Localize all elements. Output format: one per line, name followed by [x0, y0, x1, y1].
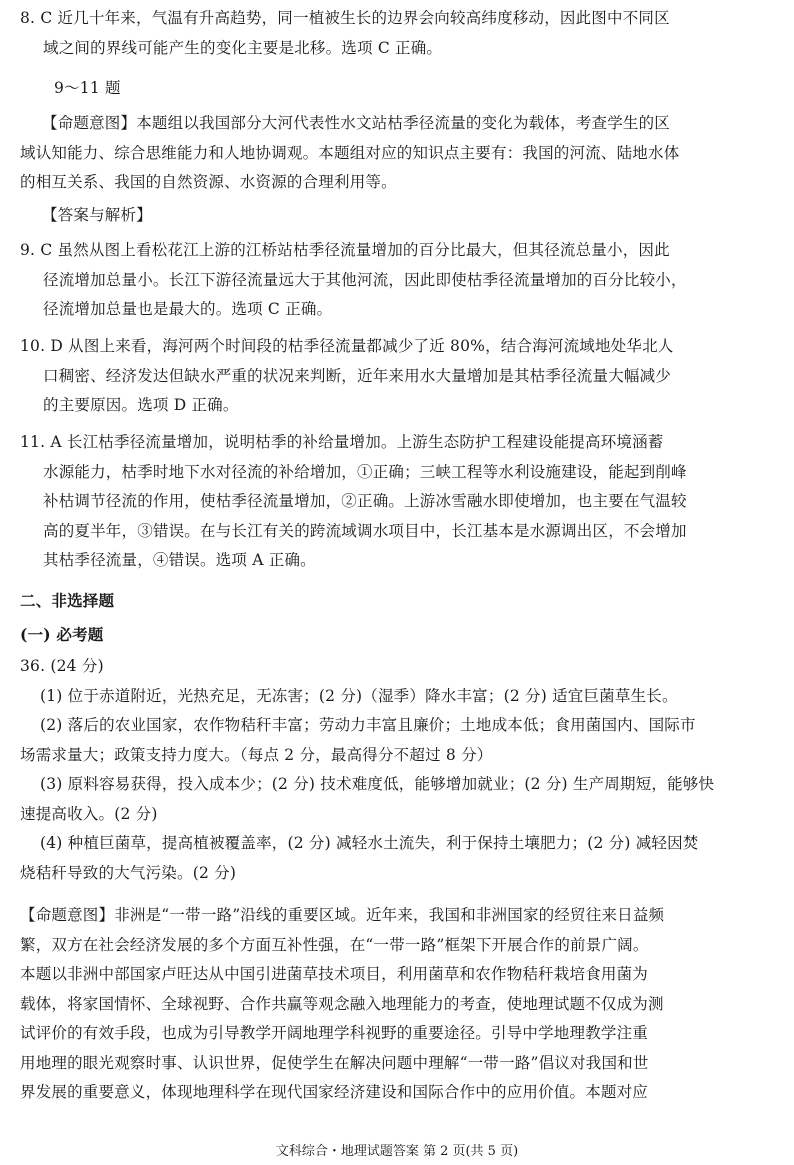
text-line: 速提高收入。(2 分): [20, 804, 158, 823]
text-line: (一) 必考题: [20, 625, 104, 644]
text-line: 用地理的眼光观察时事、认识世界，促使学生在解决问题中理解“一带一路”倡议对我国和世: [20, 1053, 649, 1072]
text-line: 水源能力，枯季时地下水对径流的补给增加，①正确；三峡工程等水利设施建设，能起到削峰: [43, 462, 687, 481]
text-line: 域认知能力、综合思维能力和人地协调观。本题组对应的知识点主要有：我国的河流、陆地水体: [20, 143, 680, 162]
text-line: 10. D 从图上来看，海河两个时间段的枯季径流量都减少了近 80%，结合海河流域地处华北人: [20, 337, 674, 355]
text-line: 的主要原因。选项 D 正确。: [43, 396, 239, 414]
text-line: (3) 原料容易获得，投入成本少；(2 分) 技术难度低，能够增加就业；(2 分) 生产周期短，能够快: [40, 775, 715, 793]
text-line: 【命题意图】非洲是“一带一路”沿线的重要区域。近年来，我国和非洲国家的经贸往来日益频: [20, 906, 665, 924]
answer-q8: [20, 4, 780, 63]
range-heading: [20, 74, 780, 104]
text-line: 口稠密、经济发达但缺水严重的状况来判断，近年来用水大量增加是其枯季径流量大幅减少: [43, 366, 672, 385]
text-line: 36. (24 分): [20, 657, 104, 675]
text-line: (2) 落后的农业国家，农作物秸秆丰富；劳动力丰富且廉价；土地成本低；食用菌国内、国际市: [40, 716, 696, 734]
text-line: 11. A 长江枯季径流量增加，说明枯季的补给量增加。上游生态防护工程建设能提高环境涵蓄: [20, 433, 664, 451]
text-line: 本题以非洲中部国家卢旺达从中国引进菌草技术项目，利用菌草和农作物秸秆栽培食用菌为: [20, 965, 649, 983]
answers-heading: [20, 201, 780, 231]
text-line: 9. C 虽然从图上看松花江上游的江桥站枯季径流量增加的百分比最大，但其径流总量小，因此: [20, 241, 670, 259]
section-heading: [20, 586, 780, 616]
text-line: 场需求量大；政策支持力度大。（每点 2 分，最高得分不超过 8 分）: [20, 745, 493, 764]
text-line: 8. C 近几十年来，气温有升高趋势，同一植被生长的边界会向较高纬度移动，因此图中不同区: [20, 9, 670, 27]
intent-paragraph-1: [20, 109, 780, 198]
text-line: 其枯季径流量，④错误。选项 A 正确。: [43, 551, 316, 569]
text-line: 载体，将家国情怀、全球视野、合作共赢等观念融入地理能力的考查，使地理试题不仅成为测: [20, 994, 664, 1013]
page-footer: 文科综合・地理试题答案 第 2 页(共 5 页): [275, 1144, 519, 1159]
text-line: 试评价的有效手段，也成为引导教学开阔地理学科视野的重要途径。引导中学地理教学注重: [20, 1024, 649, 1042]
text-line: 径流增加总量也是最大的。选项 C 正确。: [43, 300, 333, 318]
text-line: 9～11 题: [54, 79, 121, 97]
text-line: 高的夏半年，③错误。在与长江有关的跨流域调水项目中，长江基本是水源调出区，不会增加: [43, 521, 687, 540]
intent-paragraph-2: [20, 901, 780, 1108]
text-line: 的相互关系、我国的自然资源、水资源的合理利用等。: [20, 173, 397, 191]
answer-q36: [20, 652, 780, 888]
answer-q11: [20, 428, 780, 576]
subsection-heading: [20, 620, 780, 650]
text-line: 烧秸秆导致的大气污染。(2 分): [20, 863, 237, 882]
text-line: (4) 种植巨菌草，提高植被覆盖率，(2 分) 减轻水土流失，利于保持土壤肥力；(2 分) 减轻因焚: [40, 834, 699, 852]
text-line: 域之间的界线可能产生的变化主要是北移。选项 C 正确。: [43, 38, 443, 57]
text-line: 补枯调节径流的作用，使枯季径流量增加，②正确。上游冰雪融水即使增加，也主要在气温较: [43, 492, 687, 510]
text-line: 【答案与解析】: [42, 206, 152, 224]
text-line: 【命题意图】本题组以我国部分大河代表性水文站枯季径流量的变化为载体，考查学生的区: [42, 114, 671, 132]
text-line: (1) 位于赤道附近，光热充足，无冻害；(2 分)（湿季）降水丰富；(2 分) 适宜巨菌草生长。: [40, 686, 678, 705]
answer-q10: [20, 332, 780, 421]
text-line: 径流增加总量小。长江下游径流量远大于其他河流，因此即使枯季径流量增加的百分比较小，: [43, 270, 687, 289]
text-line: 界发展的重要意义，体现地理科学在现代国家经济建设和国际合作中的应用价值。本题对应: [20, 1083, 649, 1101]
text-line: 繁，双方在社会经济发展的多个方面互补性强，在“一带一路”框架下开展合作的前景广阔。: [20, 935, 649, 954]
text-line: 二、非选择题: [20, 591, 115, 610]
answer-q9: [20, 236, 780, 325]
